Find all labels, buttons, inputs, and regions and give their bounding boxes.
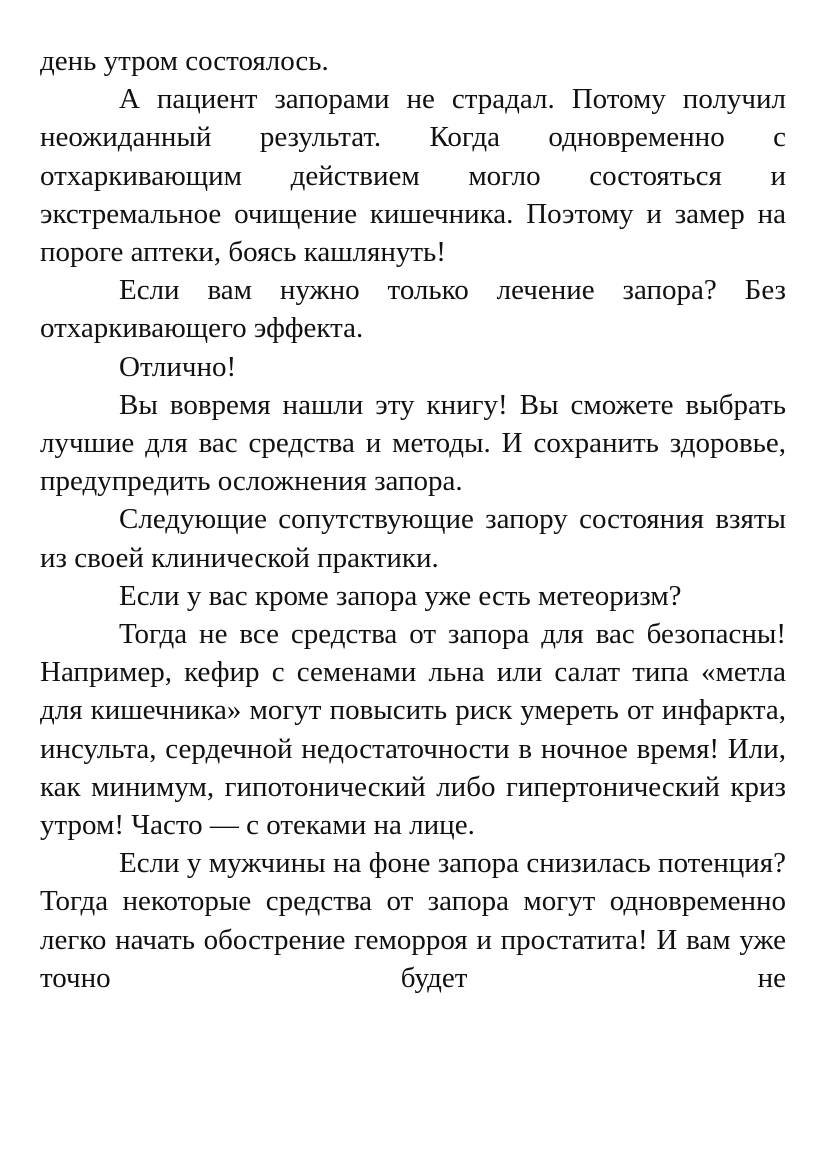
paragraph: Отлично! bbox=[119, 350, 237, 383]
paragraph: Тогда не все средства от запора для вас безопасны! Например, кефир с семенами льна или салат типа «метла для кишечника» могут повысить риск умереть от инфаркта, инсульта, сердечной недостаточности в ночное время! Или, как минимум, гипотонический либо гипертонический криз утром! Часто — с отеками на лице. bbox=[40, 618, 786, 842]
paragraph: Если у вас кроме запора уже есть метеоризм? bbox=[119, 579, 682, 612]
paragraph: день утром состоялось. bbox=[40, 45, 329, 77]
paragraph: Если вам нужно только лечение запора? Без отхаркивающего эффекта. bbox=[40, 274, 786, 345]
paragraph: Если у мужчины на фоне запора снизилась потенция? Тогда некоторые средства от запора могут одновременно легко начать обострение геморроя и простатита! И вам уже точно будет не bbox=[40, 847, 786, 994]
document-page bbox=[40, 42, 786, 997]
paragraph: А пациент запорами не страдал. Потому получил неожиданный результат. Когда одновременно с отхаркивающим действием могло состояться и экстремальное очищение кишечника. Поэтому и замер на пороге аптеки, боясь кашлянуть! bbox=[40, 83, 786, 269]
paragraph: Следующие сопутствующие запору состояния взяты из своей клинической практики. bbox=[40, 503, 786, 574]
paragraph: Вы вовремя нашли эту книгу! Вы сможете выбрать лучшие для вас средства и методы. И сохранить здоровье, предупредить осложнения запора. bbox=[40, 388, 786, 498]
